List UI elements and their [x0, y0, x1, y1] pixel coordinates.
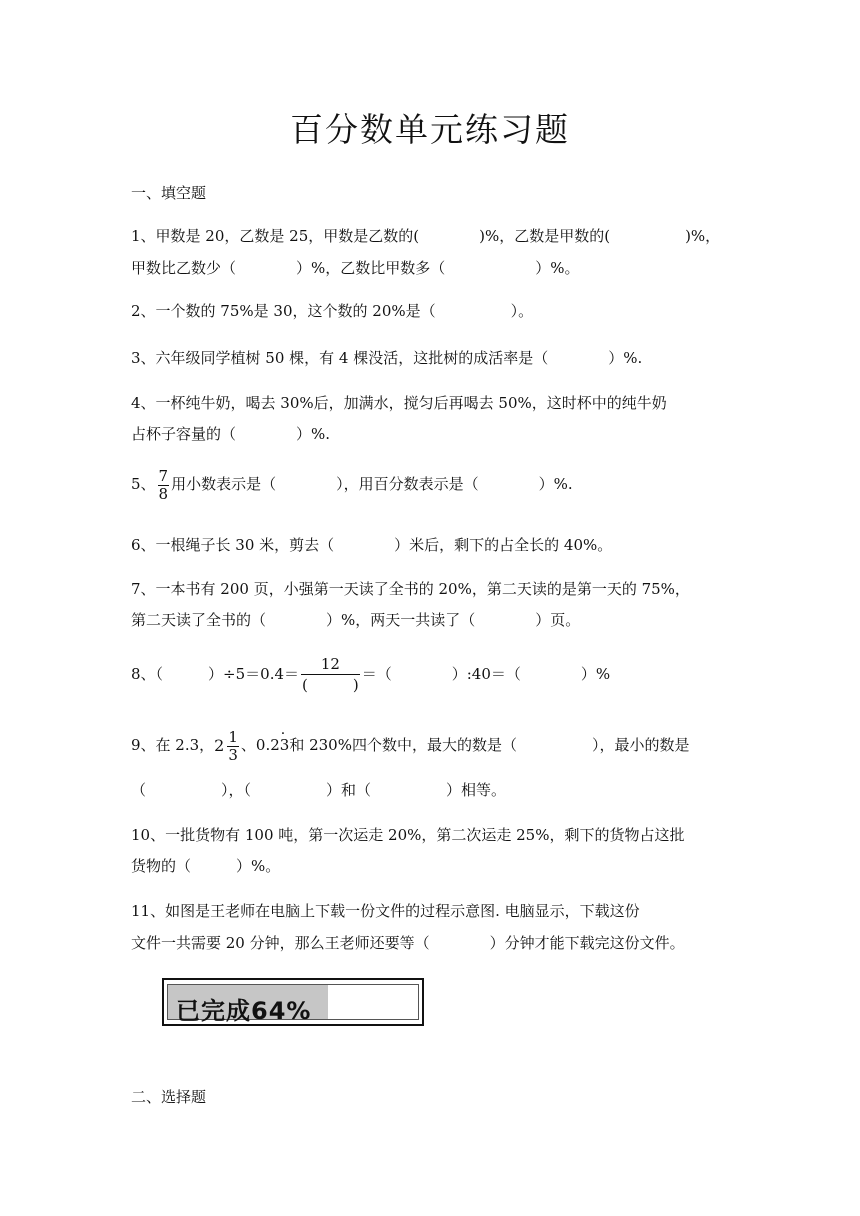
section-fill-blank-heading: 一、填空题	[131, 184, 207, 202]
question-8-part-2: ＝（ ）:40＝（ ）%	[361, 665, 611, 683]
question-4-line-2: 占杯子容量的（ ）%.	[131, 425, 331, 443]
question-3: 3、六年级同学植树 50 棵，有 4 棵没活，这批树的成活率是（ ）%.	[131, 349, 643, 367]
question-5	[131, 467, 573, 503]
download-progress-bar	[162, 978, 424, 1026]
question-7-line-1: 7、一本书有 200 页，小强第一天读了全书的 20%，第二天读的是第一天的 75%，	[131, 580, 690, 598]
fraction-denominator: ( )	[302, 676, 359, 694]
question-1-line-2: 甲数比乙数少（ ）%，乙数比甲数多（ ）%。	[131, 259, 580, 277]
fraction-seven-eighths	[158, 468, 170, 503]
progress-label: 已完成64%	[176, 997, 312, 1025]
question-5-prefix: 5、	[131, 475, 156, 493]
question-10-line-1: 10、一批货物有 100 吨，第一次运走 20%，第二次运走 25%，剩下的货物占这批	[131, 826, 685, 844]
question-5-text: 用小数表示是（ ），用百分数表示是（ ）%.	[171, 475, 573, 493]
question-6: 6、一根绳子长 30 米，剪去（ ）米后，剩下的占全长的 40%。	[131, 536, 613, 554]
fraction-twelve-over-blank	[301, 656, 360, 694]
page-title: 百分数单元练习题	[290, 110, 570, 149]
repeating-digit: 3 ·	[280, 728, 290, 762]
question-8	[131, 656, 610, 694]
question-8-part-1: 8、（ ）÷5＝0.4＝	[131, 665, 300, 683]
question-11-line-2: 文件一共需要 20 分钟，那么王老师还要等（ ）分钟才能下载完这份文件。	[131, 934, 685, 952]
question-11-line-1: 11、如图是王老师在电脑上下载一份文件的过程示意图. 电脑显示，下载这份	[131, 902, 640, 920]
question-9-line-1	[131, 728, 689, 764]
question-1-line-1: 1、甲数是 20，乙数是 25，甲数是乙数的( )%，乙数是甲数的( )%，	[131, 227, 721, 245]
mixed-fraction	[227, 729, 239, 764]
question-9-prefix: 9、在 2.3，	[131, 736, 215, 754]
fraction-numerator: 12	[301, 656, 360, 675]
mixed-whole: 2	[214, 736, 225, 755]
section-multiple-choice-heading: 二、选择题	[131, 1088, 207, 1106]
question-9-decimal: 、0.2	[240, 736, 280, 754]
progress-track	[167, 984, 419, 1025]
question-9-text: 和 230%四个数中，最大的数是（ ），最小的数是	[289, 736, 690, 754]
question-2: 2、一个数的 75%是 30，这个数的 20%是（ ）。	[131, 302, 534, 320]
fraction-denominator: 3	[228, 745, 238, 764]
fraction-denominator: 8	[158, 484, 169, 503]
question-4-line-1: 4、一杯纯牛奶，喝去 30%后，加满水，搅匀后再喝去 50%，这时杯中的纯牛奶	[131, 394, 667, 412]
question-10-line-2: 货物的（ ）%。	[131, 857, 281, 875]
question-7-line-2: 第二天读了全书的（ ）%，两天一共读了（ ）页。	[131, 611, 581, 629]
question-9-line-2: （ ），（ ）和（ ）相等。	[131, 781, 507, 799]
mixed-number-two-and-one-third	[214, 729, 241, 764]
fraction-numerator: 7	[158, 466, 169, 485]
fraction-numerator: 1	[228, 727, 238, 746]
